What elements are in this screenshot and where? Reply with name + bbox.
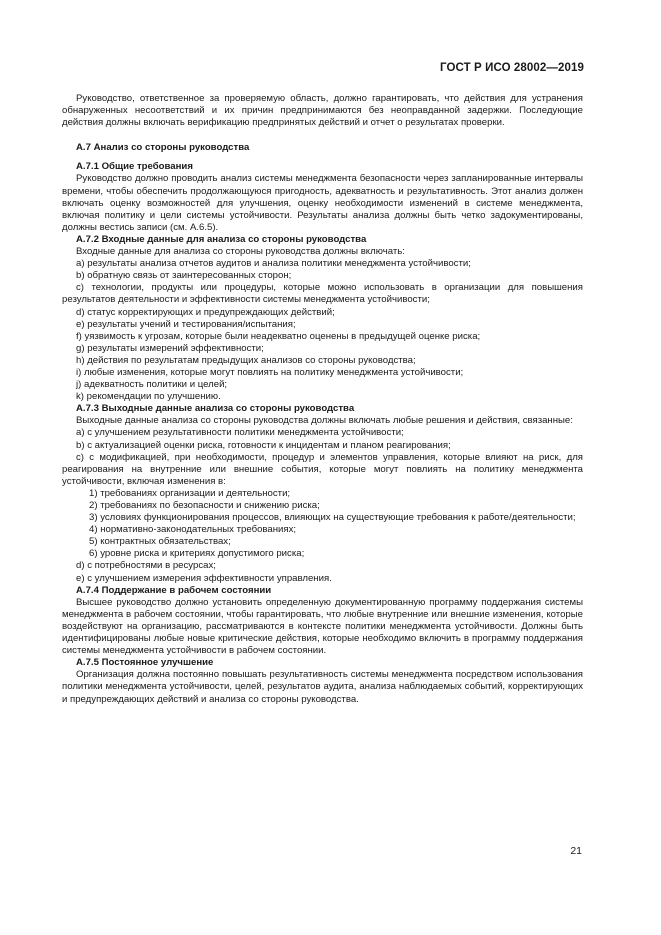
list-item: e) с улучшением измерения эффективности управления. (76, 572, 332, 584)
a71-paragraph: Руководство должно проводить анализ системы менеджмента безопасности через запланированные интервалы времени, чтобы обеспечить продолжающуюся пригодность, адекватность и результативность. Этот анализ должен включать оценку возможностей для улучшения, оценку необходимости изменений в системе менеджмента, включая политику и цели системы устойчивости. Результаты анализа должны быть четко задокументированы, должны вестись записи (см. А.6.5). (62, 173, 583, 233)
list-item: d) с потребностями в ресурсах; (76, 560, 216, 572)
sub-list-item: 5) контрактных обязательствах; (89, 536, 231, 548)
page-body (62, 93, 583, 706)
list-item: d) статус корректирующих и предупреждающих действий; (76, 306, 335, 318)
a73-intro: Выходные данные анализа со стороны руководства должны включать любые решения и действия, связанные: (76, 415, 573, 427)
list-item: e) результаты учений и тестирования/испытания; (76, 318, 296, 330)
section-heading-a7: А.7 Анализ со стороны руководства (76, 142, 250, 154)
list-item: k) рекомендации по улучшению. (76, 391, 221, 403)
list-item: b) обратную связь от заинтересованных сторон; (76, 270, 292, 282)
sub-list-item: 2) требованиях по безопасности и снижению риска; (89, 500, 320, 511)
sub-list-item: 3) условиях функционирования процессов, влияющих на существующие требования к работе/деятельности; (89, 512, 576, 524)
section-heading-a72: А.7.2 Входные данные для анализа со стороны руководства (76, 233, 367, 245)
list-item: c) технологии, продукты или процедуры, которые можно использовать в организации для повышения результатов деятельности и эффективности системы менеджмента устойчивости; (62, 282, 583, 306)
list-item: i) любые изменения, которые могут повлиять на политику менеджмента устойчивости; (76, 366, 464, 378)
a74-paragraph: Высшее руководство должно установить определенную документированную программу поддержания системы менеджмента в рабочем состоянии, чтобы гарантировать, что любые внутренние или внешние изменения, которые воздействуют на организацию, рассматриваются в контексте политики менеджмента устойчивости. Должны быть идентифицированы любые новые критические действия, которые необходимо включить в программу поддержания системы менеджмента устойчивости в рабочем состоянии. (62, 596, 583, 657)
list-item: f) уязвимость к угрозам, которые были неадекватно оценены в предыдущей оценке риска; (76, 330, 481, 342)
list-item: a) с улучшением результативности политики менеджмента устойчивости; (76, 427, 404, 439)
document-header: ГОСТ Р ИСО 28002—2019 (439, 62, 584, 74)
a75-paragraph: Организация должна постоянно повышать результативность системы менеджмента посредством использования политики менеджмента устойчивости, целей, результатов аудита, анализа наблюдаемых событий, корректирующих и предупреждающих действий и анализа со стороны руководства. (62, 669, 583, 705)
section-heading-a75: А.7.5 Постоянное улучшение (76, 657, 214, 669)
page-number: 21 (570, 845, 582, 857)
section-heading-a73: А.7.3 Выходные данные анализа со стороны руководства (76, 403, 355, 415)
intro-paragraph: Руководство, ответственное за проверяемую область, должно гарантировать, что действия для устранения обнаруженных несоответствий и их причин предпринимаются без неоправданной задержки. Последующие действия должны включать верификацию предпринятых действий и отчет о результатах проверки. (62, 93, 583, 129)
sub-list-item: 1) требованиях организации и деятельности; (89, 487, 291, 499)
section-heading-a71: А.7.1 Общие требования (76, 161, 193, 173)
sub-list-item: 6) уровне риска и критериях допустимого риска; (89, 548, 305, 560)
list-item: b) с актуализацией оценки риска, готовности к инцидентам и планом реагирования; (76, 439, 451, 451)
a72-intro: Входные данные для анализа со стороны руководства должны включать: (76, 246, 405, 258)
section-heading-a74: А.7.4 Поддержание в рабочем состоянии (76, 584, 272, 596)
sub-list-item: 4) нормативно-законодательных требованиях; (89, 524, 297, 536)
list-item: a) результаты анализа отчетов аудитов и анализа политики менеджмента устойчивости; (76, 258, 471, 270)
list-item: j) адекватность политики и целей; (76, 379, 228, 391)
list-item: h) действия по результатам предыдущих анализов со стороны руководства; (76, 354, 416, 366)
list-item: g) результаты измерений эффективности; (76, 342, 264, 354)
list-item: c) с модификацией, при необходимости, процедур и элементов управления, которые влияют на риск, для реагирования на внутренние или внешние события, которые могут повлиять на политику менеджмента устойчивости, включая изменения в: (62, 451, 583, 487)
